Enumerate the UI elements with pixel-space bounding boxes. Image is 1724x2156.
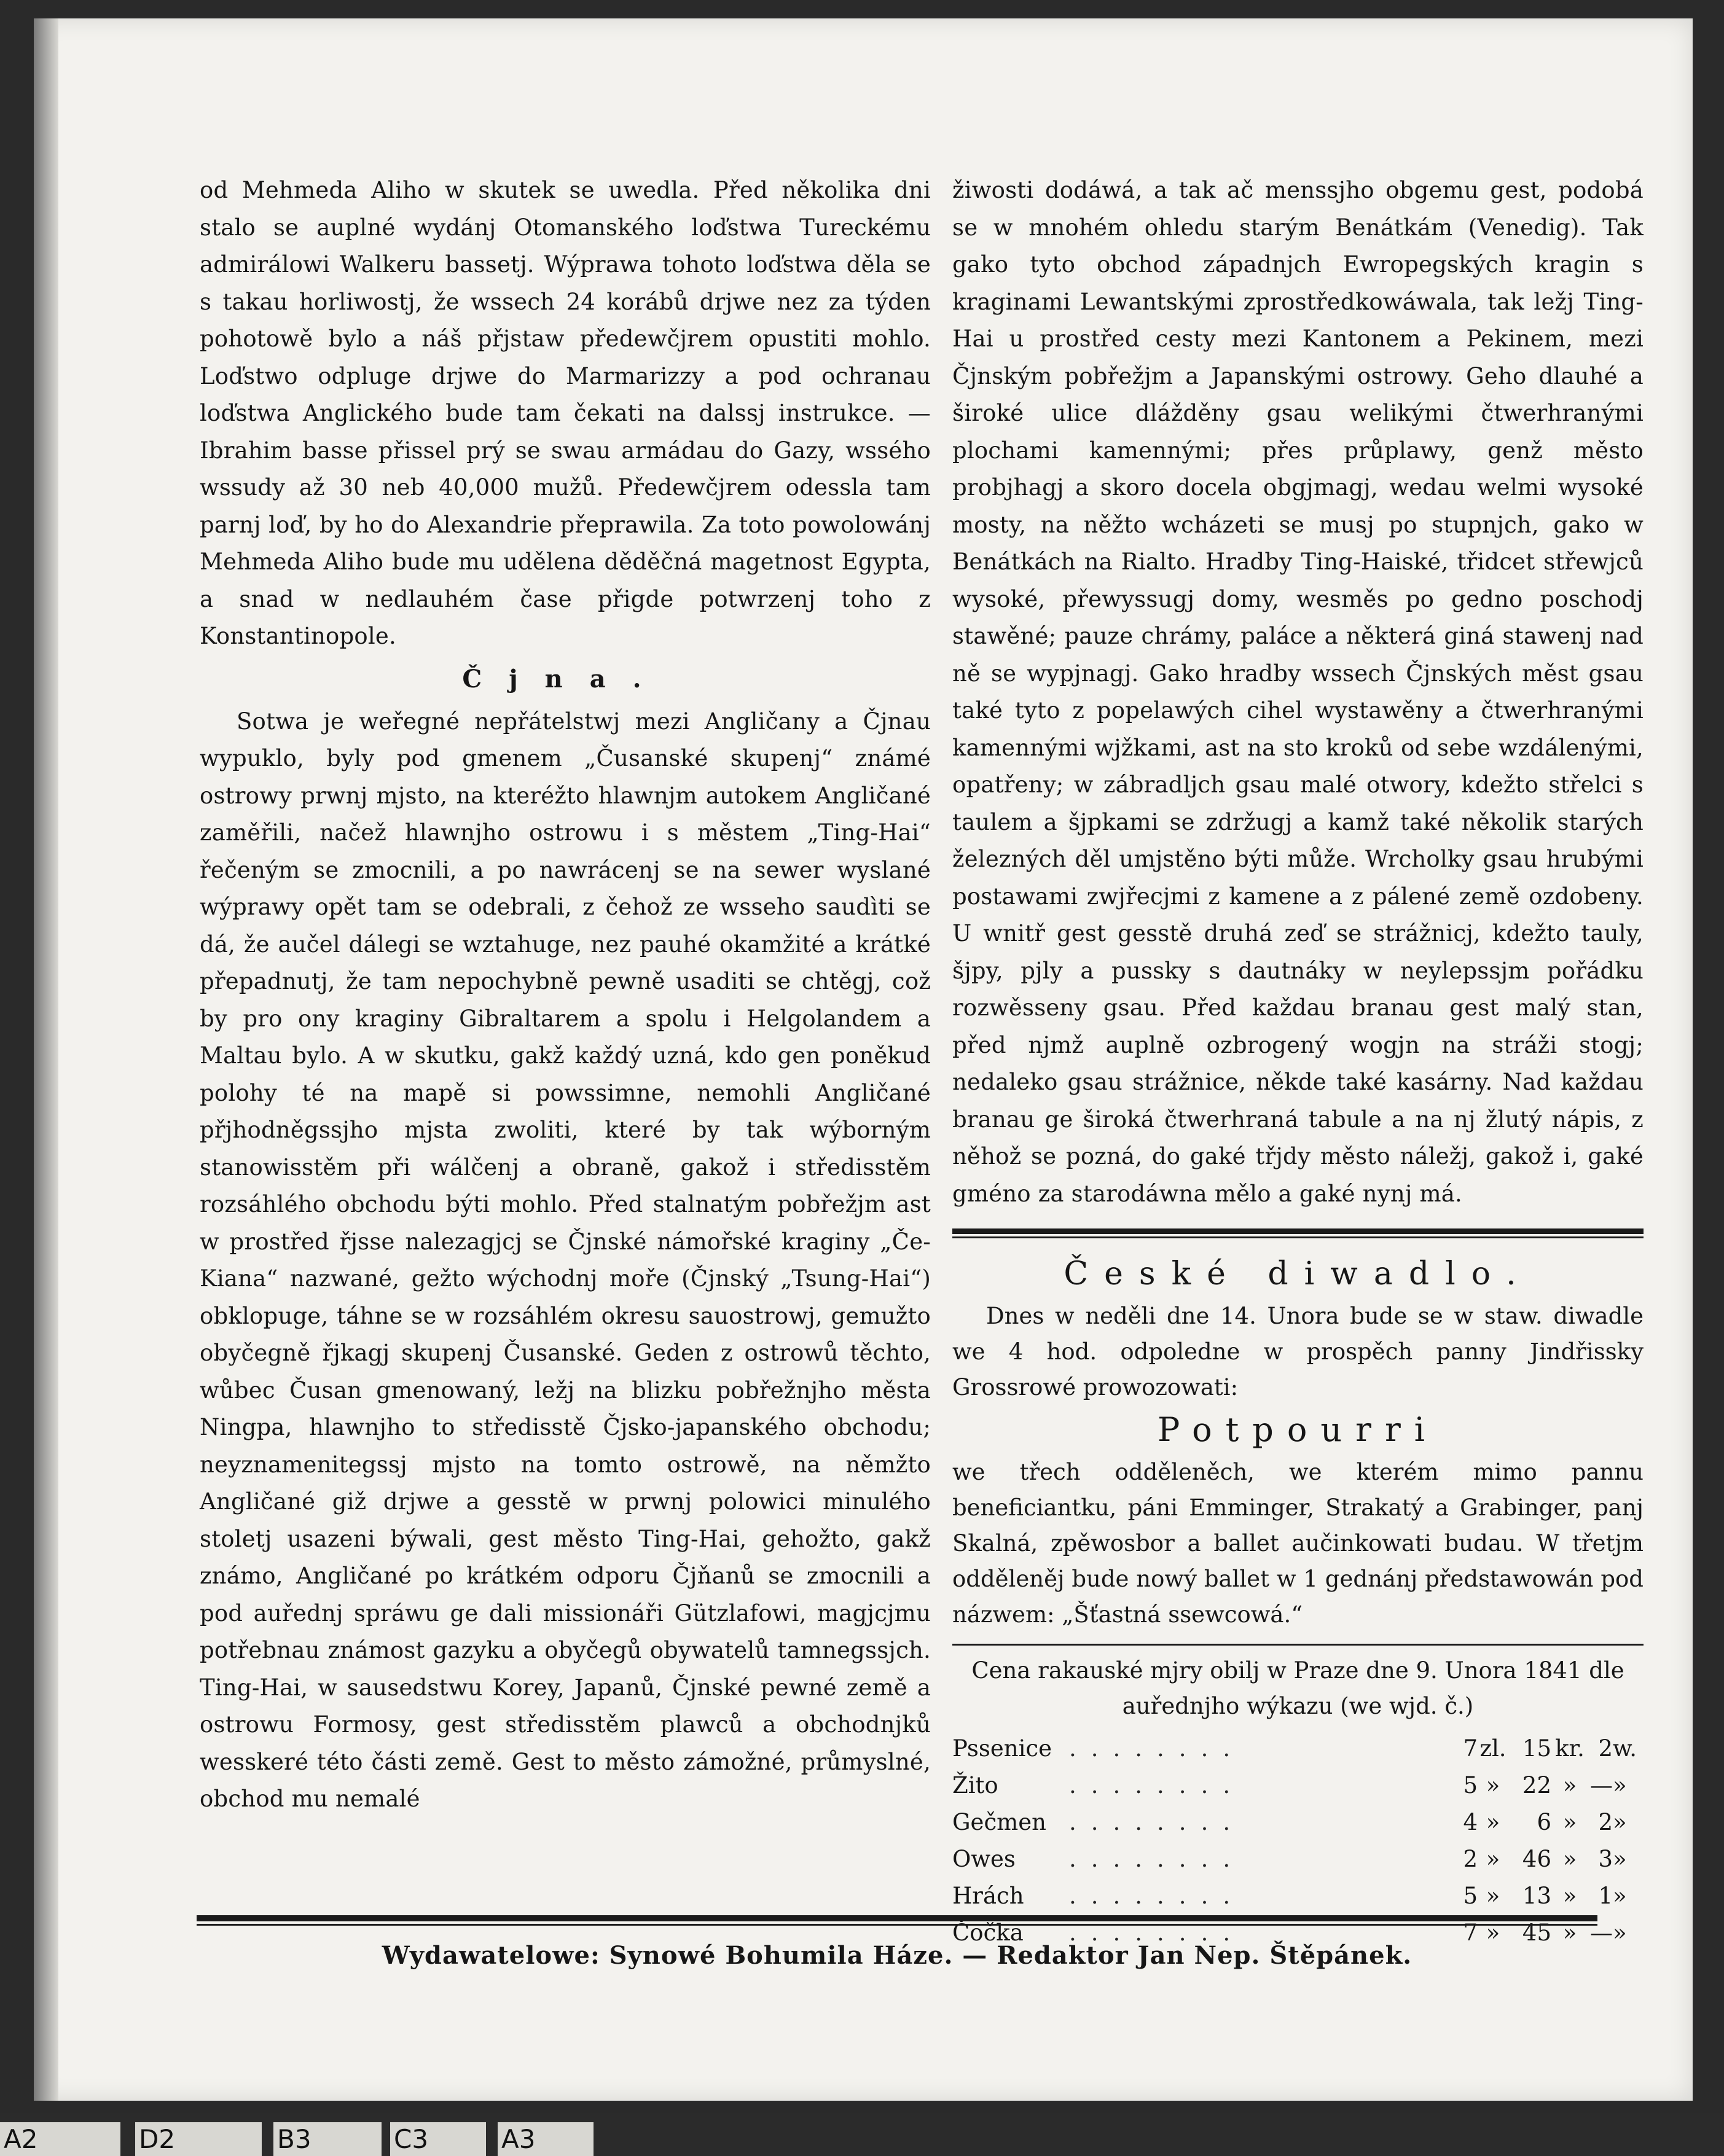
leader-dots: ........ bbox=[1069, 1920, 1245, 1946]
section-rule bbox=[952, 1228, 1644, 1238]
unit-wiener: w. bbox=[1613, 1735, 1637, 1762]
prices-rule bbox=[952, 1644, 1644, 1646]
scan-tab: A3 bbox=[498, 2122, 594, 2156]
newspaper-page bbox=[34, 18, 1693, 2101]
publisher-imprint: Wydawatelowe: Synowé Bohumila Háze. — Redaktor Jan Nep. Štěpánek. bbox=[382, 1941, 1413, 1970]
left-column bbox=[200, 172, 931, 1818]
unit-wiener: » bbox=[1613, 1883, 1627, 1909]
price-kreuzer: 15 bbox=[1522, 1735, 1551, 1762]
price-wiener: 2 bbox=[1598, 1809, 1613, 1835]
grain-name: Hrách bbox=[952, 1883, 1024, 1909]
unit-wiener: » bbox=[1613, 1772, 1627, 1799]
scan-tab: D2 bbox=[135, 2122, 262, 2156]
prices-heading: Cena rakauské mjry obilj w Praze dne 9. Unora 1841 dle auřednjho wýkazu (we wjd. č.) bbox=[971, 1657, 1624, 1719]
leader-dots: ........ bbox=[1069, 1846, 1245, 1872]
price-florins: 5 bbox=[1463, 1883, 1478, 1909]
table-row bbox=[952, 1767, 1644, 1804]
unit-florins: » bbox=[1486, 1809, 1500, 1835]
leader-dots: ........ bbox=[1069, 1735, 1245, 1762]
price-kreuzer: 46 bbox=[1522, 1846, 1551, 1872]
unit-florins: » bbox=[1486, 1883, 1500, 1909]
unit-wiener: » bbox=[1613, 1809, 1627, 1835]
unit-kreuzer: » bbox=[1562, 1772, 1577, 1799]
unit-kreuzer: » bbox=[1562, 1846, 1577, 1872]
price-wiener: 1 bbox=[1598, 1883, 1613, 1909]
right-column bbox=[952, 172, 1644, 1951]
leader-dots: ........ bbox=[1069, 1772, 1245, 1799]
price-wiener: 2 bbox=[1598, 1735, 1613, 1762]
grain-name: Žito bbox=[952, 1772, 998, 1799]
unit-kreuzer: kr. bbox=[1555, 1735, 1585, 1762]
theatre-intro: Dnes w neděli dne 14. Unora bude se w staw. diwadle we 4 hod. odpoledne w prospěch panny Jindřissky Grossrowé prowozowati: bbox=[952, 1303, 1644, 1400]
scan-tab: C3 bbox=[390, 2122, 486, 2156]
price-florins: 2 bbox=[1463, 1846, 1478, 1872]
price-florins: 7 bbox=[1463, 1920, 1478, 1946]
unit-wiener: » bbox=[1613, 1920, 1627, 1946]
scan-tab: A2 bbox=[0, 2122, 120, 2156]
table-row bbox=[952, 1841, 1644, 1878]
price-florins: 4 bbox=[1463, 1809, 1478, 1835]
unit-kreuzer: » bbox=[1562, 1809, 1577, 1835]
play-title: Potpourri bbox=[1157, 1410, 1439, 1449]
unit-florins: » bbox=[1486, 1846, 1500, 1872]
leader-dots: ........ bbox=[1069, 1809, 1245, 1835]
unit-florins: » bbox=[1486, 1920, 1500, 1946]
unit-kreuzer: » bbox=[1562, 1920, 1577, 1946]
price-wiener: — bbox=[1590, 1920, 1613, 1946]
scan-tab: B3 bbox=[273, 2122, 382, 2156]
theatre-details: we třech odděleněch, we kterém mimo pannu beneficiantku, páni Emminger, Strakatý a Grabinger, panj Skalná, zpěwosbor a ballet aučinkowati budau. W třetjm odděleněj bude nowý ballet w 1 gednánj předstawowán pod názwem: „Šťastná ssewcowá.“ bbox=[952, 1459, 1644, 1628]
price-florins: 5 bbox=[1463, 1772, 1478, 1799]
price-kreuzer: 22 bbox=[1522, 1772, 1551, 1799]
china-paragraph: Sotwa je weřegné nepřátelstwj mezi Angličany a Čjnau wypuklo, byly pod gmenem „Čusanské skupenj“ známé ostrowy prwnj mjsto, na kteréžto hlawnjm autokem Angličané zaměřili, načež hlawnjho ostrowu i s městem „Ting-Hai“ řečeným se zmocnili, a po nawrácenj se na sewer wyslané wýprawy opět tam se odebrali, z čehož ze wsseho saudìti se dá, že aučel dálegi se wztahuge, nez pauhé okamžité a krátké přepadnutj, že tam nepochybně pewně usaditi se chtěgj, což by pro ony kraginy Gibraltarem a spolu i Helgolandem a Maltau bylo. A w skutku, gakž každý uzná, kdo gen poněkud polohy té na mapě si powssimne, nemohli Angličané přjhodněgssjho mjsta zwoliti, které by tak wýborným stanowisstěm při wálčenj a obraně, gakož i středisstěm rozsáhlého obchodu býti mohlo. Před stalnatým pobřežjm ast w prostřed řjsse nalezagjcj se Čjnské námořské kraginy „Če-Kiana“ nazwané, gežto wýchodnj moře (Čjnský „Tsung-Hai“) obklopuge, táhne se w rozsáhlém okresu sauostrowj, gemužto obyčegně řjkagj skupenj Čusanské. Geden z ostrowů těchto, wůbec Čusan gmenowaný, ležj na blizku pobřežnjho města Ningpa, hlawnjho to středisstě Čjsko-japanského obchodu; neyznamenitegssj mjsto na tomto ostrowě, na němžto Angličané giž drjwe a gesstě w prwnj polowici minulého stoletj usazeni býwali, gest město Ting-Hai, gehožto, gakž známo, Angličané po krátkém odporu Čjňanů se zmocnili a pod auřednj spráwu ge dali missionáři Gützlafowi, magjcjmu potřebnau známost gazyku a obyčegů obywatelů tamnegssjch. Ting-Hai, w sausedstwu Korey, Japanů, Čjnské pewné země a ostrowu Formosy, gest středisstěm plawců a obchodnjků wesskeré této části země. Gest to město zámožné, průmyslné, obchod mu nemalé bbox=[200, 708, 931, 1812]
unit-florins: zl. bbox=[1479, 1735, 1507, 1762]
grain-name: Čočka bbox=[952, 1920, 1024, 1946]
theatre-title: České diwadlo. bbox=[1064, 1256, 1532, 1292]
unit-kreuzer: » bbox=[1562, 1883, 1577, 1909]
grain-name: Owes bbox=[952, 1846, 1016, 1872]
continuation-paragraph: žiwosti dodáwá, a tak ač menssjho obgemu gest, podobá se w mnohém ohledu starým Benátkám (Venedig). Tak gako tyto obchod západnjch Ewropegských kragin s kraginami Lewantskými zprostředkowáwala, tak ležj Ting-Hai u prostřed cesty mezi Kantonem a Pekinem, mezi Čjnským pobřežjm a Japanskými ostrowy. Geho dlauhé a široké ulice dlážděny gsau welikými čtwerhranými plochami kamennými; přes průplawy, genž město probjhagj a skoro docela obgjmagj, wedau welmi wysoké mosty, na něžto wcházeti se musj po stupnjch, gako w Benátkách na Rialto. Hradby Ting-Haiské, třidcet střewjců wysoké, přewyssugj domy, wesměs po gedno poschodj stawěné; pauze chrámy, paláce a některá giná stawenj nad ně se wypjnagj. Gako hradby wssech Čjnských měst gsau také tyto z popelawých cihel wystawěny a čtwerhranými kamennými wjžkami, ast na sto kroků od sebe wzdálenými, opatřeny; w zábradljch gsau malé otwory, kdežto střelci s taulem a šjpkami se zdržugj a kamž také několik starých železných děl umjstěno býti může. Wrcholky gsau hrubými postawami zwjřecjmi z kamene a z pálené země ozdobeny. U wnitř gest gesstě druhá zeď se strážnicj, kdežto tauly, šjpy, pjly a pussky s dautnáky w neylepssjm pořádku rozwěsseny gsau. Před každau branau gest malý stan, před njmž auplně ozbrogený wogjn na stráži stogj; nedaleko gsau strážnice, někde také kasárny. Nad každau branau ge široká čtwerhraná tabule a na nj žlutý nápis, z něhož se pozná, do gaké třjdy město náležj, gakož i, gaké gméno za starodáwna mělo a gaké nynj má. bbox=[952, 177, 1644, 1207]
page-gutter bbox=[34, 18, 58, 2101]
footer-rule bbox=[197, 1915, 1597, 1926]
unit-florins: » bbox=[1486, 1772, 1500, 1799]
table-row bbox=[952, 1804, 1644, 1841]
leader-dots: ........ bbox=[1069, 1883, 1245, 1909]
table-row bbox=[952, 1878, 1644, 1915]
table-row bbox=[952, 1730, 1644, 1767]
price-kreuzer: 45 bbox=[1522, 1920, 1551, 1946]
price-kreuzer: 6 bbox=[1537, 1809, 1551, 1835]
grain-name: Pssenice bbox=[952, 1735, 1052, 1762]
intro-paragraph: od Mehmeda Aliho w skutek se uwedla. Před několika dni stalo se auplné wydánj Otomanského loďstwa Tureckému admirálowi Walkeru bassetj. Wýprawa tohoto loďstwa děla se s takau horliwostj, že wssech 24 korábů drjwe nez za týden pohotowě bylo a náš přjstaw předewčjrem opustiti mohlo. Loďstwo odpluge drjwe do Marmarizzy a pod ochranau loďstwa Anglického bude tam čekati na dalssj instrukce. — Ibrahim basse přissel prý se swau armádau do Gazy, wssého wssudy až 30 neb 40,000 mužů. Předewčjrem odessla tam parnj loď, by ho do Alexandrie přeprawila. Za toto powolowánj Mehmeda Aliho bude mu udělena děděčná magetnost Egypta, a snad w nedlauhém čase přigde potwrzenj toho z Konstantinopole. bbox=[200, 177, 931, 649]
price-florins: 7 bbox=[1463, 1735, 1478, 1762]
price-wiener: 3 bbox=[1598, 1846, 1613, 1872]
price-kreuzer: 13 bbox=[1522, 1883, 1551, 1909]
price-wiener: — bbox=[1590, 1772, 1613, 1799]
grain-name: Gečmen bbox=[952, 1809, 1046, 1835]
unit-wiener: » bbox=[1613, 1846, 1627, 1872]
china-heading: Čjna. bbox=[462, 664, 668, 693]
